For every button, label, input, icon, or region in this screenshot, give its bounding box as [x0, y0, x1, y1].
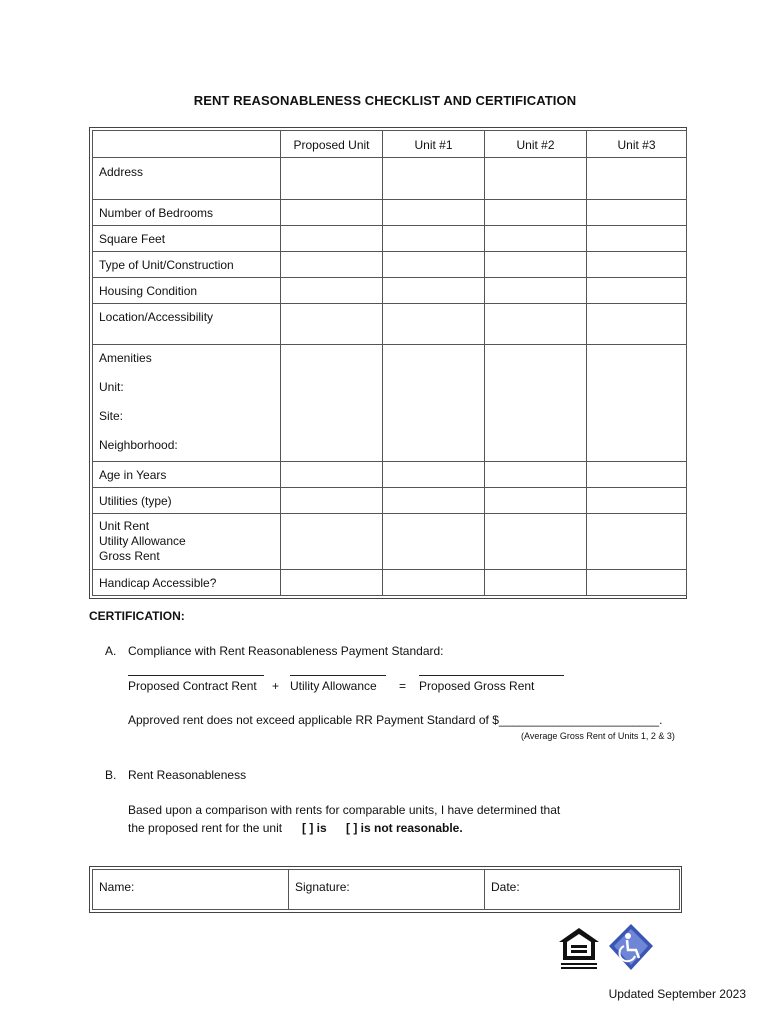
updated-date: Updated September 2023 [608, 987, 746, 1001]
date-field[interactable]: Date: [485, 870, 680, 910]
section-b-marker: B. [105, 768, 117, 782]
row-rent [93, 514, 687, 570]
cell-input[interactable] [383, 462, 485, 488]
header-unit-1: Unit #1 [383, 131, 485, 158]
row-label [93, 514, 281, 570]
cell-input[interactable] [587, 200, 687, 226]
contract-rent-label: Proposed Contract Rent [128, 679, 257, 693]
cell-input[interactable] [587, 488, 687, 514]
row-square-feet [93, 226, 687, 252]
approved-rent-statement: Approved rent does not exceed applicable RR Payment Standard of $________________________. [128, 713, 663, 727]
utility-allowance-label: Utility Allowance [290, 679, 377, 693]
gross-rent-label: Proposed Gross Rent [419, 679, 535, 693]
amenities-label: Amenities [99, 351, 152, 365]
cell-input[interactable] [281, 226, 383, 252]
row-bedrooms [93, 200, 687, 226]
cell-input[interactable] [587, 570, 687, 596]
unit-rent-label: Unit Rent [99, 519, 150, 533]
row-age [93, 462, 687, 488]
cell-input[interactable] [281, 462, 383, 488]
cell-input[interactable] [281, 345, 383, 462]
average-gross-rent-note: (Average Gross Rent of Units 1, 2 & 3) [521, 731, 675, 741]
cell-input[interactable] [587, 226, 687, 252]
cell-input[interactable] [281, 488, 383, 514]
row-label: Square Feet [93, 226, 281, 252]
row-label: Address [93, 158, 281, 200]
header-unit-2: Unit #2 [485, 131, 587, 158]
header-proposed-unit: Proposed Unit [281, 131, 383, 158]
name-field[interactable]: Name: [93, 870, 289, 910]
gross-rent-label: Gross Rent [99, 549, 160, 563]
cell-input[interactable] [383, 158, 485, 200]
header-unit-3: Unit #3 [587, 131, 687, 158]
equals-sign: = [399, 679, 407, 693]
signature-field[interactable]: Signature: [289, 870, 485, 910]
cell-input[interactable] [485, 462, 587, 488]
utility-allowance-blank[interactable] [290, 675, 386, 676]
cell-input[interactable] [383, 345, 485, 462]
cell-input[interactable] [485, 252, 587, 278]
row-label: Location/Accessibility [93, 304, 281, 345]
row-label: Number of Bedrooms [93, 200, 281, 226]
page-title: RENT REASONABLENESS CHECKLIST AND CERTIFICATION [193, 93, 577, 108]
row-condition [93, 278, 687, 304]
cell-input[interactable] [587, 462, 687, 488]
row-label: Housing Condition [93, 278, 281, 304]
row-type [93, 252, 687, 278]
cell-input[interactable] [383, 514, 485, 570]
comparison-statement: Based upon a comparison with rents for comparable units, I have determined that [128, 803, 561, 817]
cell-input[interactable] [587, 514, 687, 570]
cell-input[interactable] [485, 345, 587, 462]
handicap-accessible-logo [606, 922, 656, 972]
cell-input[interactable] [383, 304, 485, 345]
cell-input[interactable] [485, 304, 587, 345]
header-blank [93, 131, 281, 158]
utility-allowance-label: Utility Allowance [99, 534, 186, 548]
cell-input[interactable] [281, 278, 383, 304]
cell-input[interactable] [485, 514, 587, 570]
cell-input[interactable] [281, 200, 383, 226]
cell-input[interactable] [485, 570, 587, 596]
row-label: Utilities (type) [93, 488, 281, 514]
plus-sign: + [272, 679, 280, 693]
row-label: Type of Unit/Construction [93, 252, 281, 278]
cell-input[interactable] [383, 570, 485, 596]
cell-input[interactable] [281, 304, 383, 345]
row-amenities [93, 345, 687, 462]
cell-input[interactable] [485, 488, 587, 514]
cell-input[interactable] [383, 488, 485, 514]
amenities-neighborhood-label: Neighborhood: [99, 438, 178, 452]
proposed-rent-statement: the proposed rent for the unit [128, 821, 283, 835]
cell-input[interactable] [281, 158, 383, 200]
cell-input[interactable] [587, 278, 687, 304]
row-utilities [93, 488, 687, 514]
rent-checklist-table [89, 127, 687, 599]
cell-input[interactable] [383, 252, 485, 278]
cell-input[interactable] [485, 278, 587, 304]
row-handicap [93, 570, 687, 596]
cell-input[interactable] [587, 304, 687, 345]
row-address [93, 158, 687, 200]
row-label: Age in Years [93, 462, 281, 488]
cell-input[interactable] [383, 226, 485, 252]
amenities-site-label: Site: [99, 409, 124, 423]
cell-input[interactable] [281, 570, 383, 596]
section-b-label: Rent Reasonableness [128, 768, 247, 782]
signature-box [89, 866, 682, 913]
cell-input[interactable] [383, 278, 485, 304]
cell-input[interactable] [485, 158, 587, 200]
row-label: Handicap Accessible? [93, 570, 281, 596]
is-reasonable-checkbox[interactable]: [ ] is [302, 821, 327, 835]
cell-input[interactable] [587, 345, 687, 462]
row-label [93, 345, 281, 462]
cell-input[interactable] [383, 200, 485, 226]
is-not-reasonable-checkbox[interactable]: [ ] is not reasonable. [346, 821, 463, 835]
gross-rent-blank[interactable] [419, 675, 564, 676]
cell-input[interactable] [485, 226, 587, 252]
cell-input[interactable] [281, 514, 383, 570]
cell-input[interactable] [281, 252, 383, 278]
contract-rent-blank[interactable] [128, 675, 264, 676]
certification-heading: CERTIFICATION: [89, 609, 185, 623]
cell-input[interactable] [485, 200, 587, 226]
section-a-label: Compliance with Rent Reasonableness Payment Standard: [128, 644, 444, 658]
row-location [93, 304, 687, 345]
cell-input[interactable] [587, 252, 687, 278]
equal-housing-opportunity-logo [557, 926, 601, 972]
section-a-marker: A. [105, 644, 117, 658]
amenities-unit-label: Unit: [99, 380, 124, 394]
cell-input[interactable] [587, 158, 687, 200]
